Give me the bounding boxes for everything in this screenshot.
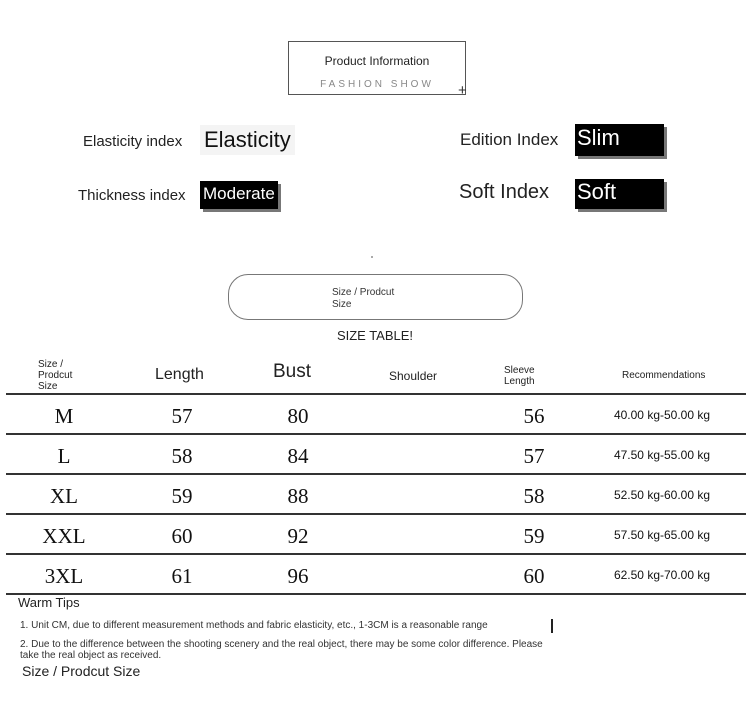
table-cell-sleeve: 60 <box>523 564 545 588</box>
product-info-title: Product Information <box>324 54 430 68</box>
table-cell-length: 60 <box>171 524 193 548</box>
plus-icon: + <box>458 82 467 99</box>
footer-size-label: Size / Prodcut Size <box>22 663 141 679</box>
soft-index-value: Soft <box>575 179 664 209</box>
table-cell-bust: 80 <box>287 404 309 428</box>
table-cell-size: 3XL <box>44 564 84 588</box>
size-table-title: SIZE TABLE! <box>336 328 414 343</box>
table-cell-size: M <box>54 404 74 428</box>
table-cell-length: 59 <box>171 484 193 508</box>
edition-index-value: Slim <box>575 124 664 156</box>
thickness-index-label: Thickness index <box>78 187 186 204</box>
header-sleeve-length: Sleeve Length <box>504 365 535 387</box>
table-cell-sleeve: 58 <box>523 484 545 508</box>
table-cell-bust: 84 <box>287 444 309 468</box>
thickness-index-value: Moderate <box>200 181 278 209</box>
table-cell-rec: 40.00 kg-50.00 kg <box>613 408 711 422</box>
table-cell-bust: 88 <box>287 484 309 508</box>
edition-index-label: Edition Index <box>460 130 559 149</box>
fashion-show-subtitle: FASHION SHOW <box>320 79 434 90</box>
header-length: Length <box>155 366 204 383</box>
table-cell-size: XXL <box>42 524 86 548</box>
table-row-divider <box>6 473 746 475</box>
header-recommendations: Recommendations <box>622 370 706 381</box>
table-row-divider <box>6 593 746 595</box>
table-cell-rec: 57.50 kg-65.00 kg <box>613 528 711 542</box>
table-cell-length: 61 <box>171 564 193 588</box>
table-cell-length: 58 <box>171 444 193 468</box>
header-size: Size / Prodcut Size <box>38 359 73 392</box>
elasticity-index-label: Elasticity index <box>83 133 183 150</box>
table-row-divider <box>6 553 746 555</box>
tip-1: 1. Unit CM, due to different measurement methods and fabric elasticity, etc., 1-3CM is a reasonable range <box>20 620 488 631</box>
table-cell-rec: 52.50 kg-60.00 kg <box>613 488 711 502</box>
text-cursor-icon <box>551 619 553 633</box>
table-cell-sleeve: 56 <box>523 404 545 428</box>
table-cell-bust: 96 <box>287 564 309 588</box>
table-cell-sleeve: 57 <box>523 444 545 468</box>
table-cell-sleeve: 59 <box>523 524 545 548</box>
elasticity-index-value: Elasticity <box>200 125 295 155</box>
table-cell-size: XL <box>50 484 78 508</box>
divider-dot <box>371 256 373 258</box>
table-cell-rec: 62.50 kg-70.00 kg <box>613 568 711 582</box>
soft-index-label: Soft Index <box>459 181 550 203</box>
header-bust: Bust <box>273 361 312 382</box>
warm-tips-title: Warm Tips <box>18 595 80 610</box>
tip-2: 2. Due to the difference between the shooting scenery and the real object, there may be some color difference. Please take the real object as received. <box>20 639 543 661</box>
table-row-divider <box>6 433 746 435</box>
size-product-box-text: Size / Prodcut Size <box>332 287 395 310</box>
product-info-header <box>288 41 466 95</box>
table-row-divider <box>6 513 746 515</box>
header-shoulder: Shoulder <box>389 369 438 383</box>
table-cell-length: 57 <box>171 404 193 428</box>
table-cell-bust: 92 <box>287 524 309 548</box>
table-row-divider <box>6 393 746 395</box>
table-cell-rec: 47.50 kg-55.00 kg <box>613 448 711 462</box>
table-cell-size: L <box>57 444 71 468</box>
size-product-box <box>228 274 523 320</box>
